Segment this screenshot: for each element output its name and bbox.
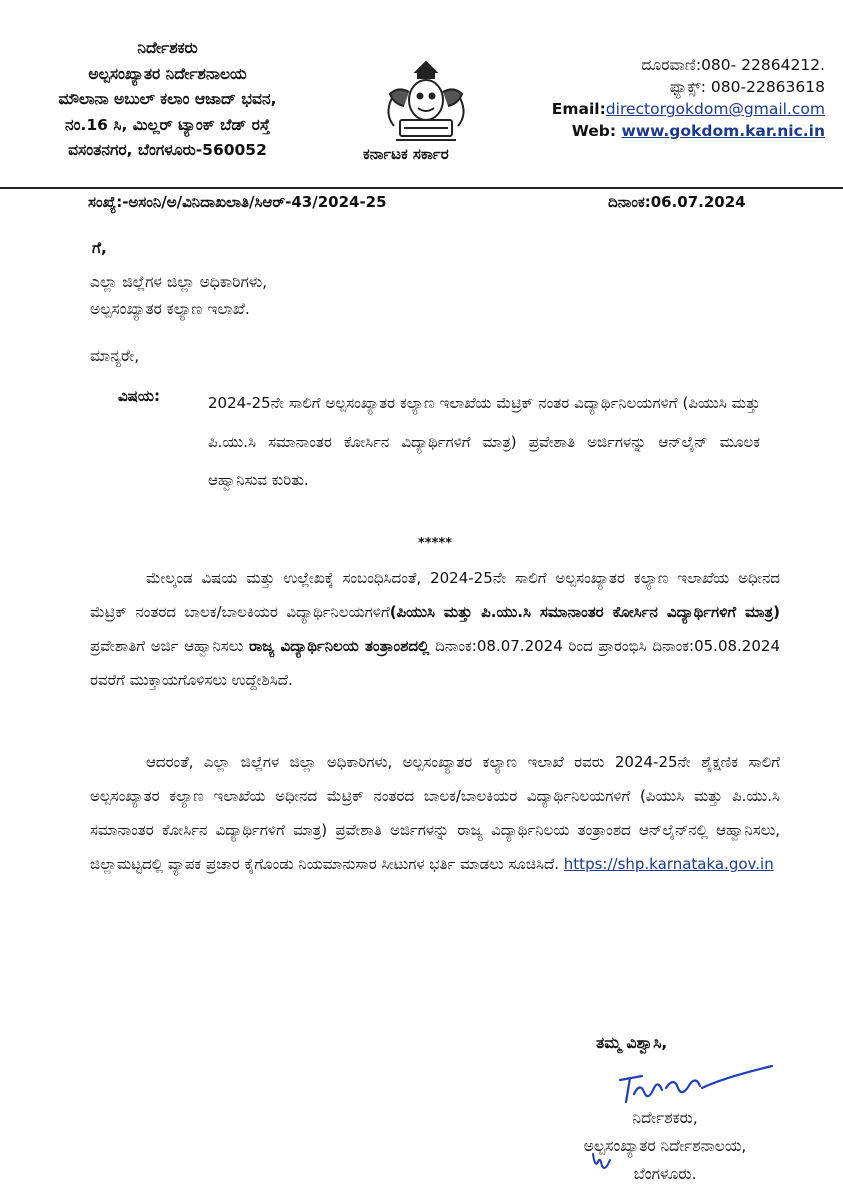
signatory-office: ಅಲ್ಪಸಂಖ್ಯಾತರ ನಿರ್ದೇಶನಾಲಯ,: [583, 1137, 747, 1155]
office-title: ನಿರ್ದೇಶಕರು: [137, 39, 198, 57]
reference-number: ಸಂಖ್ಯೆ:-ಅಸಂನಿ/ಅ/ವಿನಿದಾಖಲಾತಿ/ಸಿಆರ್-43/2024-25: [88, 193, 387, 211]
phone-number: ದೂರವಾಣಿ:080- 22864212.: [641, 56, 825, 74]
office-building: ಮೌಲಾನಾ ಅಬುಲ್ ಕಲಾಂ ಆಜಾದ್ ಭವನ,: [58, 90, 277, 108]
subject-label: ವಿಷಯ:: [118, 387, 160, 405]
government-label: ಕರ್ನಾಟಕ ಸರ್ಕಾರ: [363, 145, 449, 163]
p1-bold-scope: (ಪಿಯುಸಿ ಮತ್ತು ಪಿ.ಯು.ಸಿ ಸಮಾನಾಂತರ ಕೋರ್ಸಿನ ವಿದ್ಯಾರ್ಥಿಗಳಿಗೆ ಮಾತ್ರ): [389, 603, 780, 621]
letter-date: ದಿನಾಂಕ:06.07.2024: [608, 193, 746, 211]
email-label: Email:: [551, 100, 606, 118]
web-line: [552, 120, 825, 142]
p2-text: ಆದರಂತೆ, ಎಲ್ಲಾ ಜಿಲ್ಲೆಗಳ ಜಿಲ್ಲಾ ಅಧಿಕಾರಿಗಳು, ಅಲ್ಪಸಂಖ್ಯಾತರ ಕಲ್ಯಾಣ ಇಲಾಖೆ ರವರು 2024-25ನೇ ಶೈಕ್ಷಣಿಕ ಸಾಲಿಗೆ ಅಲ್ಪಸಂಖ್ಯಾತರ ಕಲ್ಯಾಣ ಇಲಾಖೆಯ ಅಧೀನದ ಮೆಟ್ರಿಕ್ ನಂತರದ ಬಾಲಕ/ಬಾಲಕಿಯರ ವಿದ್ಯಾರ್ಥಿನಿಲಯಗಳಿಗೆ (ಪಿಯುಸಿ ಮತ್ತು ಪಿ.ಯು.ಸಿ ಸಮಾನಾಂತರ ಕೋರ್ಸಿನ ವಿದ್ಯಾರ್ಥಿಗಳಿಗೆ ಮಾತ್ರ) ಪ್ರವೇಶಾತಿ ಅರ್ಜಿಗಳನ್ನು ರಾಜ್ಯ ವಿದ್ಯಾರ್ಥಿನಿಲಯ ತಂತ್ರಾಂಶದ ಆನ್‌ಲೈನ್‌ನಲ್ಲಿ ಆಹ್ವಾನಿಸಲು, ಜಿಲ್ಲಾಮಟ್ಟದಲ್ಲಿ ವ್ಯಾಪಕ ಪ್ರಚಾರ ಕೈಗೊಂಡು ನಿಯಮಾನುಸಾರ ಸೀಟುಗಳ ಭರ್ತಿ ಮಾಡಲು ಸೂಚಿಸಿದೆ.: [90, 753, 780, 873]
email-line: [552, 98, 825, 120]
signatory-place: ಬೆಂಗಳೂರು.: [633, 1165, 697, 1183]
email-link[interactable]: directorgokdom@gmail.com: [605, 100, 825, 118]
signatory-title: ನಿರ್ದೇಶಕರು,: [632, 1109, 698, 1127]
recipient-line-1: ಎಲ್ಲಾ ಜಿಲ್ಲೆಗಳ ಜಿಲ್ಲಾ ಅಧಿಕಾರಿಗಳು,: [90, 273, 268, 291]
office-name: ಅಲ್ಪಸಂಖ್ಯಾತರ ನಿರ್ದೇಶನಾಲಯ: [88, 64, 247, 83]
body-paragraph-2: [90, 745, 780, 881]
body-paragraph-1: [90, 561, 780, 697]
p1-dates: ದಿನಾಂಕ:08.07.2024 ರಿಂದ ಪ್ರಾರಂಭಿಸಿ ದಿನಾಂಕ:05.08.2024 ರವರೆಗೆ ಮುಕ್ತಾಯಗೊಳಿಸಲು ಉದ್ದೇಶಿಸಿದೆ.: [90, 637, 780, 689]
office-street: ನಂ.16 ಸಿ, ಮಿಲ್ಲರ್ ಟ್ಯಾಂಕ್ ಬೆಡ್ ರಸ್ತೆ: [64, 115, 271, 134]
office-city: ವಸಂತನಗರ, ಬೆಂಗಳೂರು-560052: [68, 141, 267, 159]
office-address: [0, 36, 335, 164]
signature-icon: [612, 1058, 782, 1110]
recipient-line-2: ಅಲ್ಪಸಂಖ್ಯಾತರ ಕಲ್ಯಾಣ ಇಲಾಖೆ.: [90, 300, 250, 318]
fax-number: ಫ್ಯಾಕ್ಸ್: 080-22863618: [669, 78, 825, 96]
p1-bold-portal: ರಾಜ್ಯ ವಿದ್ಯಾರ್ಥಿನಿಲಯ ತಂತ್ರಾಂಶದಲ್ಲಿ: [248, 637, 430, 655]
website-link[interactable]: www.gokdom.kar.nic.in: [621, 122, 825, 140]
karnataka-emblem-icon: [378, 58, 474, 150]
salutation: ಮಾನ್ಯರೇ,: [90, 347, 140, 365]
signatory-block: [540, 1104, 790, 1188]
initial-mark-icon: [590, 1150, 614, 1172]
recipient-to: ಗೆ,: [92, 239, 107, 257]
p1-intro: ಮೇಲ್ಕಂಡ ವಿಷಯ ಮತ್ತು ಉಲ್ಲೇಖಕ್ಕೆ ಸಂಬಂಧಿಸಿದಂತೆ, 2024-25ನೇ ಸಾಲಿಗೆ ಅಲ್ಪಸಂಖ್ಯಾತರ ಕಲ್ಯಾಣ ಇಲಾಖೆಯ ಅಧೀನದ ಮೆಟ್ರಿಕ್ ನಂತರದ ಬಾಲಕ/ಬಾಲಕಿಯರ ವಿದ್ಯಾರ್ಥಿನಿಲಯಗಳಿಗೆ: [90, 569, 780, 621]
portal-link[interactable]: https://shp.karnataka.gov.in: [563, 855, 774, 873]
closing-phrase: ತಮ್ಮ ವಿಶ್ವಾಸಿ,: [596, 1034, 668, 1052]
web-label: Web:: [571, 122, 622, 140]
recipient-address: [90, 269, 490, 323]
p1-mid: ಪ್ರವೇಶಾತಿಗೆ ಅರ್ಜಿ ಆಹ್ವಾನಿಸಲು: [90, 637, 249, 655]
header-divider: [0, 187, 843, 189]
contact-block: [552, 54, 825, 142]
subject-text: 2024-25ನೇ ಸಾಲಿಗೆ ಅಲ್ಪಸಂಖ್ಯಾತರ ಕಲ್ಯಾಣ ಇಲಾಖೆಯ ಮೆಟ್ರಿಕ್ ನಂತರ ವಿದ್ಯಾರ್ಥಿನಿಲಯಗಳಿಗೆ (ಪಿಯುಸಿ ಮತ್ತು ಪಿ.ಯು.ಸಿ ಸಮಾನಾಂತರ ಕೋರ್ಸಿನ ವಿದ್ಯಾರ್ಥಿಗಳಿಗೆ ಮಾತ್ರ) ಪ್ರವೇಶಾತಿ ಅರ್ಜಿಗಳನ್ನು ಆನ್‌ಲೈನ್ ಮೂಲಕ ಆಹ್ವಾನಿಸುವ ಕುರಿತು.: [208, 394, 760, 489]
section-separator: *****: [418, 536, 452, 551]
